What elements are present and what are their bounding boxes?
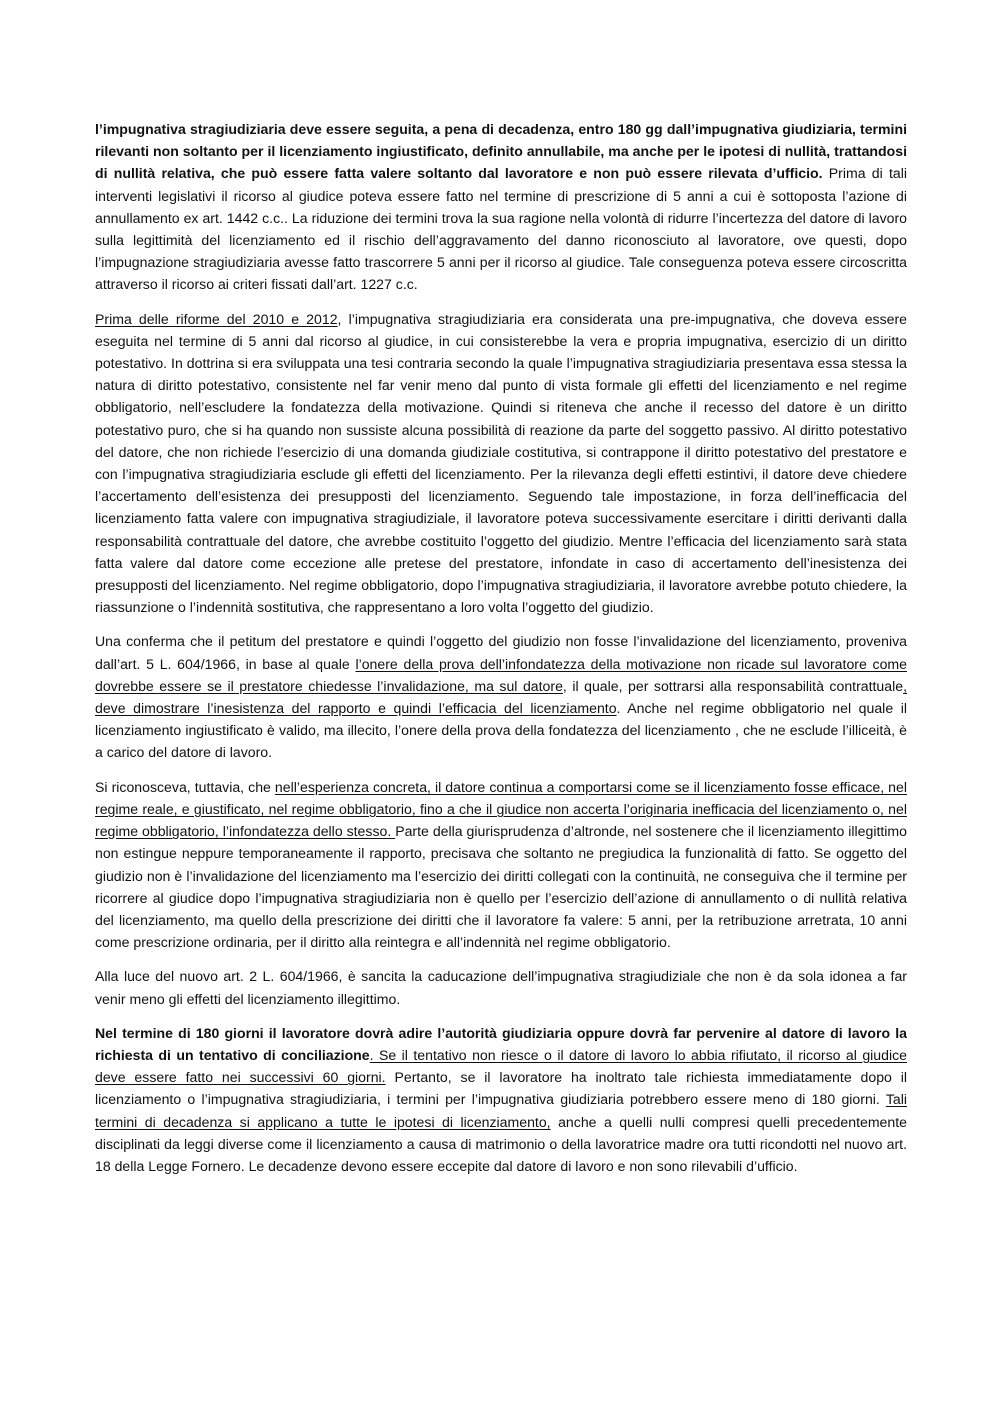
text-span: Una conferma che il petitum del prestatore e quindi l’oggetto del giudizio non fosse l’invalidazione del licenziamento, proveniva dall’art. 5 L. 604/1966, in base al quale xyxy=(95,633,907,672)
underlined-span: l’onere della prova dell’infondatezza della motivazione non ricade sul lavoratore come dovrebbe essere se il prestatore chiedesse l’invalidazione, ma sul datore xyxy=(95,655,907,694)
paragraph-3 xyxy=(95,630,907,763)
underlined-span: Tali termini di decadenza si applicano a tutte le ipotesi di licenziamento, xyxy=(95,1091,907,1130)
paragraph-6 xyxy=(95,1022,907,1177)
text-span: Parte della giurisprudenza d’altronde, nel sostenere che il licenziamento illegittimo non estingue neppure temporaneamente il rapporto, precisava che soltanto ne pregiudica la funzionalità di fatto. Se oggetto del giudizio non è l’invalidazione del licenziamento ma l’esercizio dei diritti collegati con la continuità, ne conseguiva che il termine per ricorrere al giudice dopo l’impugnativa stragiudiziaria non è quello per l’esercizio dell’azione di annullamento o di nullità relativa del licenziamento, ma quello della prescrizione dei diritti che il lavoratore fa valere: 5 anni, per la retribuzione arretrata, 10 anni come prescrizione ordinaria, per il diritto alla reintegra e all’indennità nel regime obbligatorio. xyxy=(95,823,907,951)
text-span: Pertanto, se il lavoratore ha inoltrato tale richiesta immediatamente dopo il licenziamento o l’impugnativa stragiudiziaria, i termini per l’impugnativa giudiziaria potrebbero essere meno di 180 giorni. xyxy=(95,1069,908,1108)
bold-span: l’impugnativa stragiudiziaria deve essere seguita, a pena di decadenza, entro 180 gg dall’impugnativa giudiziaria, termini rilevanti non soltanto per il licenziamento ingiustificato, definito annullabile, ma anche per le ipotesi di nullità, trattandosi di nullità relativa, che può essere fatta valere soltanto dal lavoratore e non può essere rilevata d’ufficio. xyxy=(95,121,907,182)
underlined-span: nell’esperienza concreta, il datore continua a comportarsi come se il licenziamento fosse efficace, nel regime reale, e giustificato, nel regime obbligatorio, fino a che il giudice non accerta l’originaria inefficacia del licenziamento o, nel regime obbligatorio, l’infondatezza dello stesso. xyxy=(95,778,907,840)
text-span: Alla luce del nuovo art. 2 L. 604/1966, è sancita la caducazione dell’impugnativa stragiudiziale che non è da sola idonea a far venir meno gli effetti del licenziamento illegittimo. xyxy=(95,968,907,1007)
underlined-span: Prima delle riforme del 2010 e 2012 xyxy=(95,310,338,327)
bold-span: Nel termine di 180 giorni il lavoratore dovrà adire l’autorità giudiziaria oppure dovrà far pervenire al datore di lavoro la richiesta di un tentativo di conciliazione xyxy=(95,1024,907,1063)
underlined-span: , deve dimostrare l’inesistenza del rapporto e quindi l’efficacia del licenziamento xyxy=(95,677,908,717)
underlined-span: . Se il tentativo non riesce o il datore di lavoro lo abbia rifiutato, il ricorso al giudice deve essere fatto nei successivi 60 giorni. xyxy=(95,1046,908,1086)
paragraph-1 xyxy=(95,118,907,296)
paragraph-2 xyxy=(95,308,907,619)
text-span: anche a quelli nulli compresi quelli precedentemente disciplinati da leggi diverse come il licenziamento a causa di matrimonio o della lavoratrice madre ora tutti ricondotti nel nuovo art. 18 della Legge Fornero. Le decadenze devono essere eccepite dal datore di lavoro e non sono rilevabili d’ufficio. xyxy=(95,1113,907,1174)
text-span: Prima di tali interventi legislativi il ricorso al giudice poteva essere fatto nel termine di prescrizione di 5 anni a cui è sottoposta l’azione di annullamento ex art. 1442 c.c.. La riduzione dei termini trova la sua ragione nella volontà di ridurre l’incertezza del datore di lavoro sulla legittimità del licenziamento ed il rischio dell’aggravamento del danno riconosciuto al lavoratore, ove questi, dopo l’impugnazione stragiudiziaria avesse fatto trascorrere 5 anni per il ricorso al giudice. Tale conseguenza poteva essere circoscritta attraverso il ricorso ai criteri fissati dall’art. 1227 c.c. xyxy=(95,165,907,293)
text-span: . Anche nel regime obbligatorio nel quale il licenziamento ingiustificato è valido, ma illecito, l’onere della prova della fondatezza del licenziamento , che ne esclude l’illiceità, è a carico del datore di lavoro. xyxy=(95,700,907,761)
text-span: , il quale, per sottrarsi alla responsabilità contrattuale xyxy=(562,677,904,694)
document-page xyxy=(95,118,907,1189)
paragraph-4 xyxy=(95,776,907,954)
paragraph-5 xyxy=(95,965,907,1009)
text-span: , l’impugnativa stragiudiziaria era considerata una pre-impugnativa, che doveva essere eseguita nel termine di 5 anni dal ricorso al giudice, in cui consisterebbe la vera e propria impugnativa, esercizio di un diritto potestativo. In dottrina si era sviluppata una tesi contraria secondo la quale l’impugnativa stragiudiziaria presentava essa stessa la natura di diritto potestativo, consistente nel far venir meno dal punto di vista formale gli effetti del licenziamento e nel regime obbligatorio, nell’escludere la fondatezza della motivazione. Quindi si riteneva che anche il recesso del datore è un diritto potestativo puro, che si ha quando non sussiste alcuna possibilità di reazione da parte del soggetto passivo. Al diritto potestativo del datore, che non richiede l’esercizio di una domanda giudiziale costitutiva, si contrappone il diritto potestativo del prestatore e con l’impugnativa stragiudiziaria esclude gli effetti del licenziamento. Per la rilevanza degli effetti estintivi, il datore deve chiedere l’accertamento dell’esistenza dei presupposti del licenziamento. Seguendo tale impostazione, in forza dell’inefficacia del licenziamento fatta valere con impugnativa stragiudiziale, il lavoratore poteva successivamente esercitare i diritti derivanti dalla responsabilità contrattuale del datore, che avrebbe costituito l’oggetto del giudizio. Mentre l’efficacia del licenziamento sarà stata fatta valere dal datore come eccezione alle pretese del prestatore, infondate in caso di accertamento dell’inesistenza dei presupposti del licenziamento. Nel regime obbligatorio, dopo l’impugnativa stragiudiziaria, il lavoratore avrebbe potuto chiedere, la riassunzione o l’indennità sostitutiva, che rappresentano a loro volta l’oggetto del giudizio. xyxy=(95,310,907,616)
text-span: Si riconosceva, tuttavia, che xyxy=(95,778,275,795)
